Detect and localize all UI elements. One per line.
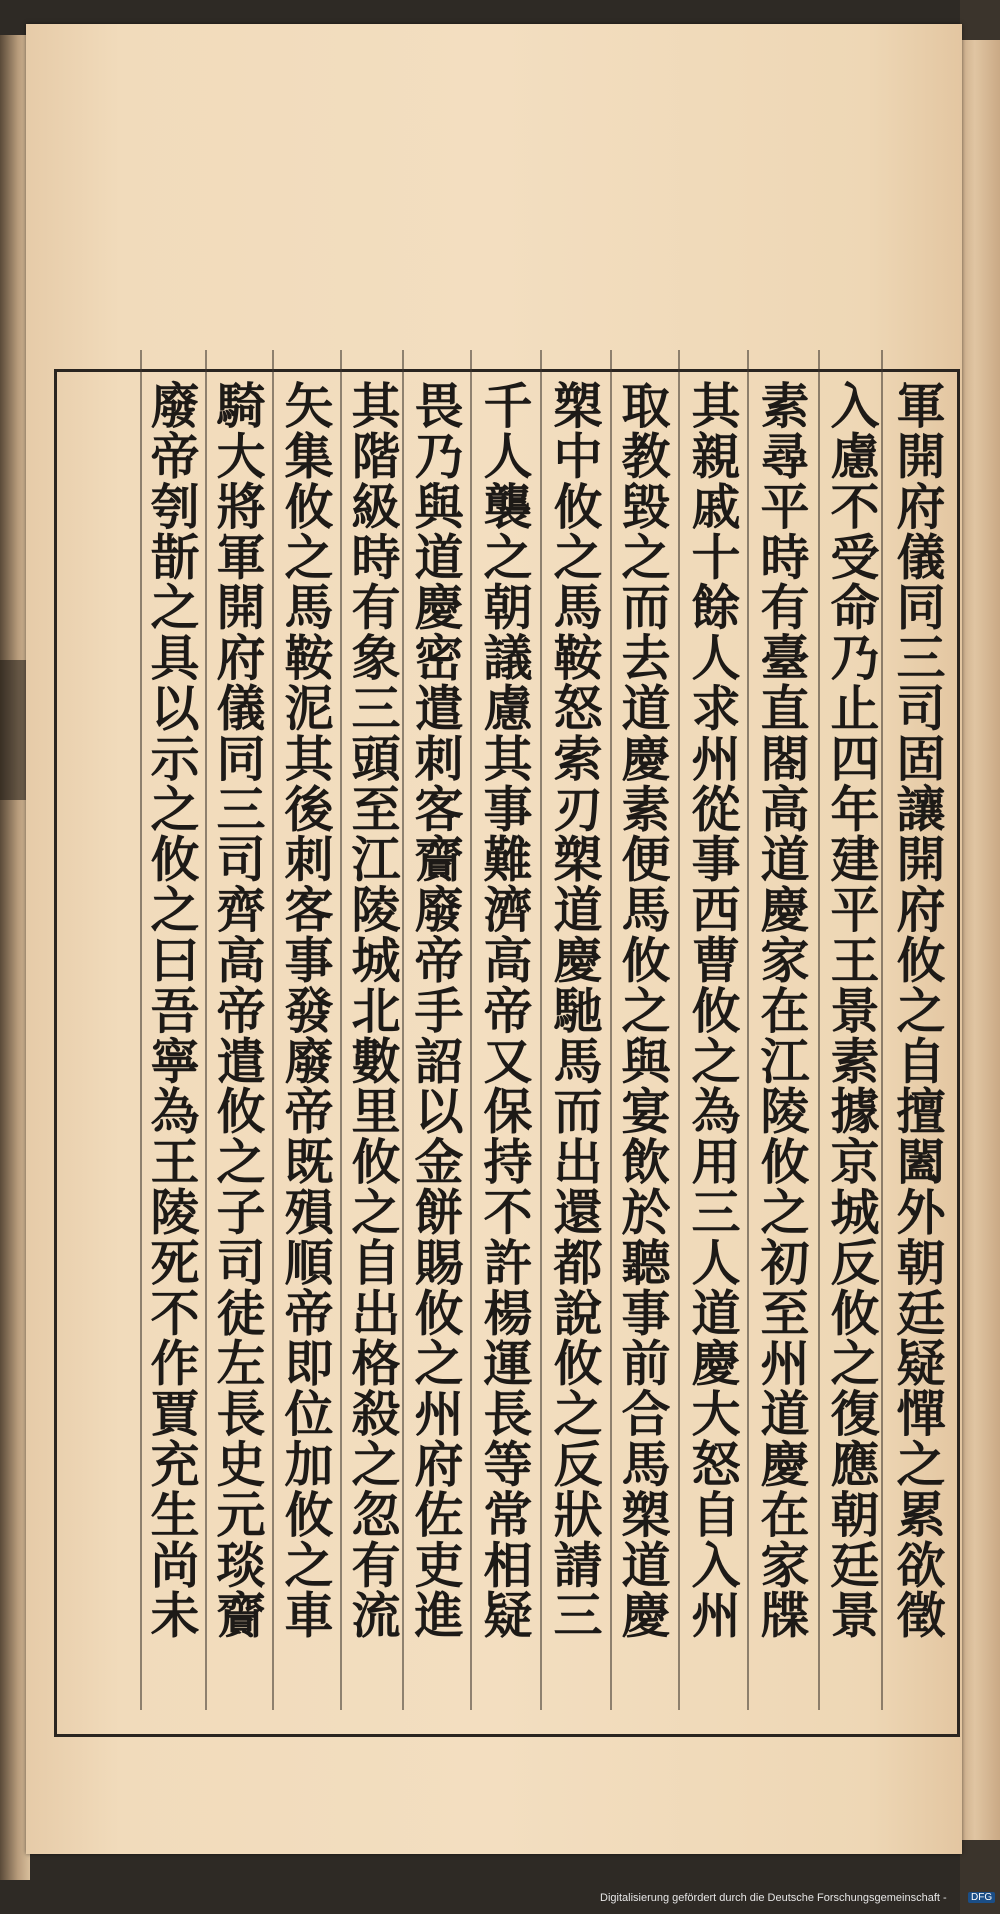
dfg-logo: DFG	[968, 1892, 995, 1903]
text-column: 騎大將軍開府儀同三司齊高帝遣攸之子司徒左長史元琰齎	[209, 380, 267, 1640]
text-column: 其階級時有象三頭至江陵城北數里攸之自出格殺之忽有流	[344, 380, 402, 1640]
digitization-credit: Digitalisierung gefördert durch die Deutsche Forschungsgemeinschaft -	[600, 1892, 947, 1904]
text-column: 畏乃與道慶密遣刺客齎廢帝手詔以金餅賜攸之州府佐吏進	[407, 380, 465, 1640]
column-rule	[540, 350, 542, 1710]
text-column: 矢集攸之馬鞍泥其後刺客事發廢帝既殞順帝即位加攸之車	[277, 380, 335, 1640]
text-column: 素尋平時有臺直閤高道慶家在江陵攸之初至州道慶在家牒	[753, 380, 811, 1640]
text-column: 槊中攸之馬鞍怒索刃槊道慶馳馬而出還都說攸之反狀請三	[546, 380, 604, 1640]
column-rule	[678, 350, 680, 1710]
text-column: 取教毀之而去道慶素便馬攸之與宴飲於聽事前合馬槊道慶	[614, 380, 672, 1640]
column-rule	[610, 350, 612, 1710]
text-column: 其親戚十餘人求州從事西曹攸之為用三人道慶大怒自入州	[684, 380, 742, 1640]
text-column: 廢帝刳斮之具以示之攸之曰吾寧為王陵死不作賈充生尚未	[143, 380, 201, 1640]
text-column: 軍開府儀同三司固讓開府攸之自擅闔外朝廷疑憚之累欲徵	[889, 380, 947, 1640]
column-rule	[818, 350, 820, 1710]
text-column: 入慮不受命乃止四年建平王景素據京城反攸之復應朝廷景	[823, 380, 881, 1640]
column-rule	[747, 350, 749, 1710]
column-rule	[340, 350, 342, 1710]
column-rule	[470, 350, 472, 1710]
column-rule	[272, 350, 274, 1710]
column-rule	[205, 350, 207, 1710]
text-column: 千人襲之朝議慮其事難濟高帝又保持不許楊運長等常相疑	[476, 380, 534, 1640]
next-page-edge	[958, 40, 1000, 1840]
